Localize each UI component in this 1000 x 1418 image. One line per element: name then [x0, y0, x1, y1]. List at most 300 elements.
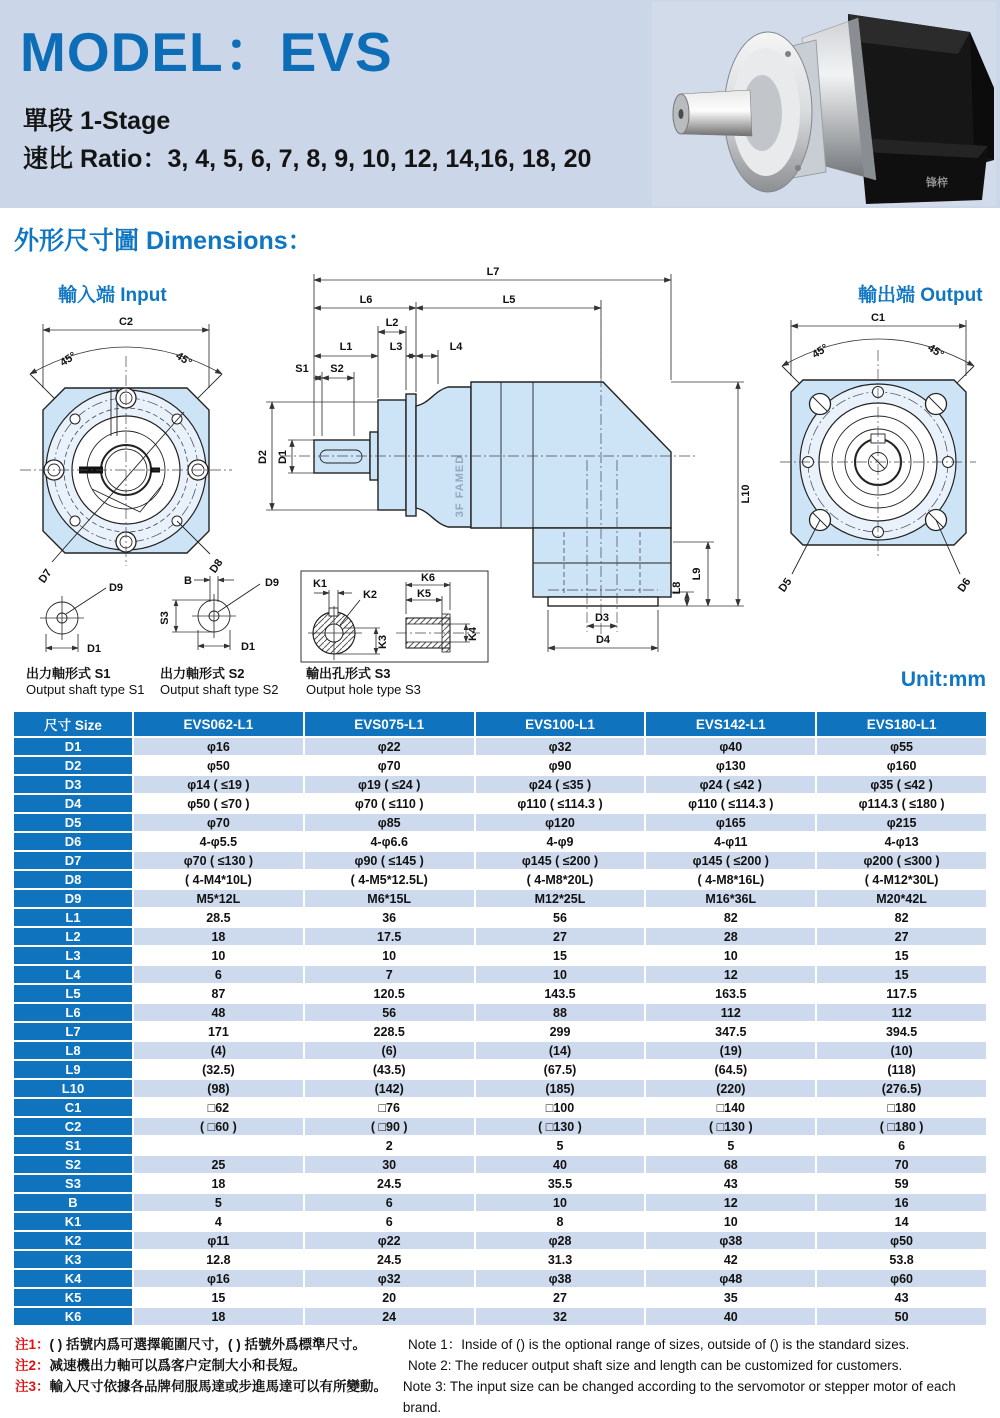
table-cell: 68 — [646, 1156, 815, 1173]
table-cell: 228.5 — [305, 1023, 474, 1040]
table-cell: 24.5 — [305, 1251, 474, 1268]
table-cell: 6 — [305, 1213, 474, 1230]
dim-label-d3: D3 — [594, 612, 610, 624]
table-row — [14, 757, 986, 774]
table-cell: 27 — [817, 928, 986, 945]
table-cell: φ28 — [476, 1232, 645, 1249]
table-cell: □100 — [476, 1099, 645, 1116]
table-cell: φ16 — [134, 1270, 303, 1287]
table-cell: 40 — [476, 1156, 645, 1173]
table-row — [14, 1270, 986, 1287]
table-cell: φ55 — [817, 738, 986, 755]
dim-label-d1: D1 — [86, 643, 102, 655]
dim-label-s2: S2 — [330, 363, 344, 375]
table-cell: 43 — [817, 1289, 986, 1306]
table-cell: 43 — [646, 1175, 815, 1192]
table-cell: φ114.3 ( ≤180 ) — [817, 795, 986, 812]
table-cell: 394.5 — [817, 1023, 986, 1040]
table-cell: 14 — [817, 1213, 986, 1230]
caption-s2 — [160, 666, 279, 698]
table-cell: 5 — [134, 1194, 303, 1211]
table-cell: φ11 — [134, 1232, 303, 1249]
dim-label-45-left: 45° — [810, 341, 831, 362]
table-cell: φ70 — [134, 814, 303, 831]
table-row — [14, 738, 986, 755]
table-row — [14, 795, 986, 812]
table-cell: 59 — [817, 1175, 986, 1192]
product-photo — [652, 2, 996, 206]
table-cell: ( 4-M4*10L) — [134, 871, 303, 888]
dim-label-45-right: 45° — [173, 349, 194, 370]
row-label: D6 — [14, 833, 132, 850]
table-cell: 35 — [646, 1289, 815, 1306]
table-cell: M6*15L — [305, 890, 474, 907]
table-cell: 82 — [646, 909, 815, 926]
table-row — [14, 909, 986, 926]
gearbox-input-shaft — [673, 90, 752, 136]
dimension-drawings — [0, 258, 1000, 702]
table-cell: φ48 — [646, 1270, 815, 1287]
table-cell: 50 — [817, 1308, 986, 1325]
table-cell: 10 — [646, 947, 815, 964]
table-cell: 112 — [646, 1004, 815, 1021]
row-label: K4 — [14, 1270, 132, 1287]
dim-label-k2: K2 — [362, 589, 378, 601]
table-cell: 88 — [476, 1004, 645, 1021]
table-cell: ( 4-M8*16L) — [646, 871, 815, 888]
model-column-header: EVS180-L1 — [817, 712, 986, 736]
table-cell: ( □130 ) — [646, 1118, 815, 1135]
dim-label-l7: L7 — [486, 266, 500, 278]
table-cell: 5 — [646, 1137, 815, 1154]
model-column-header: EVS075-L1 — [305, 712, 474, 736]
table-cell: ( 4-M8*20L) — [476, 871, 645, 888]
table-cell: (276.5) — [817, 1080, 986, 1097]
table-cell: 7 — [305, 966, 474, 983]
table-cell: φ40 — [646, 738, 815, 755]
table-cell: 163.5 — [646, 985, 815, 1002]
table-cell: 17.5 — [305, 928, 474, 945]
table-cell: (118) — [817, 1061, 986, 1078]
table-cell: 27 — [476, 1289, 645, 1306]
table-cell: 16 — [817, 1194, 986, 1211]
dim-label-k6: K6 — [420, 572, 436, 584]
table-row — [14, 776, 986, 793]
table-cell: (19) — [646, 1042, 815, 1059]
table-cell: φ90 ( ≤145 ) — [305, 852, 474, 869]
row-label: B — [14, 1194, 132, 1211]
table-cell: □140 — [646, 1099, 815, 1116]
table-cell: 15 — [476, 947, 645, 964]
table-cell: 12.8 — [134, 1251, 303, 1268]
shaft-type-s1-drawing — [22, 568, 152, 660]
table-cell: (64.5) — [646, 1061, 815, 1078]
table-cell: 48 — [134, 1004, 303, 1021]
dim-label-k5: K5 — [416, 588, 432, 600]
dim-label-l1: L1 — [339, 341, 353, 353]
table-cell: 4-φ6.6 — [305, 833, 474, 850]
table-cell: 12 — [646, 966, 815, 983]
table-cell: φ24 ( ≤42 ) — [646, 776, 815, 793]
spec-table-head — [14, 712, 986, 736]
table-cell — [134, 1137, 303, 1154]
table-cell: (142) — [305, 1080, 474, 1097]
table-cell: 87 — [134, 985, 303, 1002]
table-cell: 6 — [305, 1194, 474, 1211]
dim-label-l6: L6 — [359, 294, 373, 306]
table-cell: (10) — [817, 1042, 986, 1059]
table-cell: 56 — [476, 909, 645, 926]
table-cell: M12*25L — [476, 890, 645, 907]
table-cell: φ38 — [476, 1270, 645, 1287]
table-cell: 112 — [817, 1004, 986, 1021]
table-cell: φ22 — [305, 1232, 474, 1249]
row-label: L2 — [14, 928, 132, 945]
caption-s2-en: Output shaft type S2 — [160, 682, 279, 697]
table-cell: 25 — [134, 1156, 303, 1173]
dim-label-k1: K1 — [312, 578, 328, 590]
row-label: K1 — [14, 1213, 132, 1230]
table-cell: 56 — [305, 1004, 474, 1021]
row-label: C1 — [14, 1099, 132, 1116]
model-column-header: EVS100-L1 — [476, 712, 645, 736]
note-3-en: Note 3: The input size can be changed according to the servomotor or stepper motor of each brand. — [402, 1379, 956, 1415]
dim-label-d2: D2 — [257, 449, 269, 465]
dim-label-s3: S3 — [159, 611, 171, 625]
row-label: L6 — [14, 1004, 132, 1021]
table-cell: φ70 ( ≤130 ) — [134, 852, 303, 869]
dim-label-45-left: 45° — [58, 349, 79, 370]
dim-label-d5: D5 — [776, 576, 795, 595]
row-label: S2 — [14, 1156, 132, 1173]
table-row — [14, 1251, 986, 1268]
table-cell: 20 — [305, 1289, 474, 1306]
table-cell: ( □60 ) — [134, 1118, 303, 1135]
table-cell: φ110 ( ≤114.3 ) — [476, 795, 645, 812]
note-1-zh: ( ) 括號内爲可選擇範圍尺寸，( ) 括號外爲標準尺寸。 — [49, 1337, 367, 1352]
table-row — [14, 1004, 986, 1021]
note-row — [15, 1376, 990, 1418]
dim-label-l3: L3 — [389, 341, 403, 353]
table-cell: (32.5) — [134, 1061, 303, 1078]
table-row — [14, 814, 986, 831]
dim-label-d9: D9 — [108, 582, 124, 594]
table-cell: 28 — [646, 928, 815, 945]
table-cell: φ38 — [646, 1232, 815, 1249]
table-cell: 12 — [646, 1194, 815, 1211]
table-cell: 4-φ9 — [476, 833, 645, 850]
table-cell: 24.5 — [305, 1175, 474, 1192]
dim-label-k3: K3 — [377, 634, 389, 650]
table-row — [14, 1099, 986, 1116]
table-cell: φ32 — [305, 1270, 474, 1287]
table-cell: 4-φ13 — [817, 833, 986, 850]
table-cell: φ90 — [476, 757, 645, 774]
table-row — [14, 1061, 986, 1078]
dim-label-c2: C2 — [118, 316, 134, 328]
table-cell: φ19 ( ≤24 ) — [305, 776, 474, 793]
table-cell: 40 — [646, 1308, 815, 1325]
table-cell: M16*36L — [646, 890, 815, 907]
dim-label-l5: L5 — [502, 294, 516, 306]
row-label: K5 — [14, 1289, 132, 1306]
table-row — [14, 1194, 986, 1211]
table-cell: 4-φ5.5 — [134, 833, 303, 850]
row-label: D8 — [14, 871, 132, 888]
table-cell: 10 — [476, 966, 645, 983]
table-cell: φ145 ( ≤200 ) — [646, 852, 815, 869]
output-view-title: 輸出端 Output — [858, 285, 983, 306]
row-label: S1 — [14, 1137, 132, 1154]
dim-label-l4: L4 — [449, 341, 463, 353]
table-cell: 2 — [305, 1137, 474, 1154]
unit-label: Unit:mm — [900, 668, 986, 691]
table-cell: ( □90 ) — [305, 1118, 474, 1135]
table-row — [14, 890, 986, 907]
note-2-tag: 注2： — [15, 1358, 50, 1373]
note-3-tag: 注3： — [15, 1379, 50, 1394]
dim-label-c1: C1 — [870, 312, 886, 324]
table-row — [14, 1118, 986, 1135]
dim-label-l10: L10 — [740, 484, 752, 504]
table-cell: 28.5 — [134, 909, 303, 926]
table-cell: φ165 — [646, 814, 815, 831]
row-label: L7 — [14, 1023, 132, 1040]
table-cell: 18 — [134, 928, 303, 945]
row-label: D1 — [14, 738, 132, 755]
table-cell: 82 — [817, 909, 986, 926]
row-label: D5 — [14, 814, 132, 831]
table-cell: 8 — [476, 1213, 645, 1230]
row-label: S3 — [14, 1175, 132, 1192]
table-cell: φ160 — [817, 757, 986, 774]
row-label: C2 — [14, 1118, 132, 1135]
table-cell: 5 — [476, 1137, 645, 1154]
row-label: L4 — [14, 966, 132, 983]
table-cell: M5*12L — [134, 890, 303, 907]
table-cell: φ50 — [817, 1232, 986, 1249]
row-label: D4 — [14, 795, 132, 812]
table-cell: 18 — [134, 1308, 303, 1325]
dim-label-l8: L8 — [671, 581, 683, 595]
caption-s1-en: Output shaft type S1 — [26, 682, 145, 697]
dim-label-d8: D8 — [207, 557, 226, 576]
table-cell: (220) — [646, 1080, 815, 1097]
famed-logo: 3F FAMED — [454, 454, 466, 518]
table-cell: φ50 — [134, 757, 303, 774]
table-cell: φ22 — [305, 738, 474, 755]
table-cell: φ14 ( ≤19 ) — [134, 776, 303, 793]
table-cell: 42 — [646, 1251, 815, 1268]
table-row — [14, 1308, 986, 1325]
table-cell: φ200 ( ≤300 ) — [817, 852, 986, 869]
table-cell: 6 — [817, 1137, 986, 1154]
table-cell: φ60 — [817, 1270, 986, 1287]
table-cell: (185) — [476, 1080, 645, 1097]
table-row — [14, 1213, 986, 1230]
table-cell: 53.8 — [817, 1251, 986, 1268]
table-row — [14, 985, 986, 1002]
table-cell: □62 — [134, 1099, 303, 1116]
dimensions-section-title: 外形尺寸圖 Dimensions： — [14, 227, 313, 255]
table-cell: 35.5 — [476, 1175, 645, 1192]
table-cell: φ32 — [476, 738, 645, 755]
table-row — [14, 1042, 986, 1059]
input-view-title: 輸入端 Input — [58, 285, 167, 306]
table-cell: 70 — [817, 1156, 986, 1173]
row-label: D3 — [14, 776, 132, 793]
row-label: D2 — [14, 757, 132, 774]
table-cell: 299 — [476, 1023, 645, 1040]
table-cell: (14) — [476, 1042, 645, 1059]
caption-s1-zh: 出力軸形式 S1 — [26, 666, 111, 681]
size-column-header: 尺寸 Size — [14, 712, 132, 736]
table-cell: 18 — [134, 1175, 303, 1192]
table-row — [14, 966, 986, 983]
spec-table — [12, 710, 988, 1327]
spec-table-body — [14, 738, 986, 1325]
table-cell: (6) — [305, 1042, 474, 1059]
table-cell: ( □180 ) — [817, 1118, 986, 1135]
table-cell: □180 — [817, 1099, 986, 1116]
dim-label-d6: D6 — [955, 576, 974, 595]
table-row — [14, 852, 986, 869]
note-3-zh: 輸入尺寸依據各品牌伺服馬達或步進馬達可以有所變動。 — [49, 1379, 388, 1394]
row-label: L1 — [14, 909, 132, 926]
hole-type-s3-drawing — [300, 570, 490, 664]
table-row — [14, 947, 986, 964]
note-1-tag: 注1： — [15, 1337, 50, 1352]
table-cell: 6 — [134, 966, 303, 983]
row-label: K2 — [14, 1232, 132, 1249]
table-cell: 27 — [476, 928, 645, 945]
table-cell: φ50 ( ≤70 ) — [134, 795, 303, 812]
row-label: K3 — [14, 1251, 132, 1268]
dim-label-b: B — [184, 575, 192, 587]
dim-label-d4: D4 — [595, 634, 611, 646]
ratio-line: 速比 Ratio：3, 4, 5, 6, 7, 8, 9, 10, 12, 14,16, 18, 20 — [23, 145, 592, 173]
table-cell: 10 — [134, 947, 303, 964]
note-2-zh: 减速機出力軸可以爲客户定制大小和長短。 — [49, 1358, 307, 1373]
caption-s1 — [26, 666, 145, 698]
row-label: K6 — [14, 1308, 132, 1325]
table-cell: 30 — [305, 1156, 474, 1173]
dim-label-d9: D9 — [264, 577, 280, 589]
table-cell: 117.5 — [817, 985, 986, 1002]
dim-label-d1: D1 — [277, 449, 289, 465]
row-label: L10 — [14, 1080, 132, 1097]
table-cell: (67.5) — [476, 1061, 645, 1078]
table-cell: 4 — [134, 1213, 303, 1230]
table-cell: 347.5 — [646, 1023, 815, 1040]
table-cell: ( 4-M5*12.5L) — [305, 871, 474, 888]
table-cell: φ16 — [134, 738, 303, 755]
input-view-drawing — [8, 290, 268, 590]
table-cell: (4) — [134, 1042, 303, 1059]
table-cell: 10 — [476, 1194, 645, 1211]
table-row — [14, 1232, 986, 1249]
model-column-header: EVS062-L1 — [134, 712, 303, 736]
table-cell: φ215 — [817, 814, 986, 831]
table-row — [14, 1080, 986, 1097]
shaft-type-s2-drawing — [150, 566, 298, 660]
dim-label-s1: S1 — [295, 363, 309, 375]
notes — [15, 1334, 990, 1418]
row-label: L3 — [14, 947, 132, 964]
dim-label-45-right: 45° — [925, 341, 946, 362]
table-cell: φ35 ( ≤42 ) — [817, 776, 986, 793]
caption-s3 — [306, 666, 421, 698]
dim-label-k4: K4 — [467, 626, 479, 642]
note-row — [15, 1355, 990, 1376]
table-cell: φ24 ( ≤35 ) — [476, 776, 645, 793]
table-cell: 4-φ11 — [646, 833, 815, 850]
table-cell: 15 — [134, 1289, 303, 1306]
table-cell: 143.5 — [476, 985, 645, 1002]
caption-s2-zh: 出力軸形式 S2 — [160, 666, 245, 681]
table-row — [14, 871, 986, 888]
table-cell: φ85 — [305, 814, 474, 831]
table-cell: 10 — [305, 947, 474, 964]
table-cell: ( 4-M12*30L) — [817, 871, 986, 888]
table-cell: φ110 ( ≤114.3 ) — [646, 795, 815, 812]
dim-label-l2: L2 — [385, 317, 399, 329]
row-label: L5 — [14, 985, 132, 1002]
caption-s3-zh: 輸出孔形式 S3 — [306, 666, 391, 681]
table-cell: (43.5) — [305, 1061, 474, 1078]
table-cell: 15 — [817, 966, 986, 983]
table-row — [14, 1137, 986, 1154]
table-cell: φ145 ( ≤200 ) — [476, 852, 645, 869]
note-row — [15, 1334, 990, 1355]
table-cell: (98) — [134, 1080, 303, 1097]
table-cell: 36 — [305, 909, 474, 926]
table-row — [14, 1175, 986, 1192]
table-cell: □76 — [305, 1099, 474, 1116]
row-label: D7 — [14, 852, 132, 869]
table-cell: φ120 — [476, 814, 645, 831]
table-row — [14, 1289, 986, 1306]
table-cell: 171 — [134, 1023, 303, 1040]
output-view-drawing — [766, 290, 994, 595]
row-label: L8 — [14, 1042, 132, 1059]
dim-label-d7: D7 — [36, 567, 55, 586]
page-title: MODEL：EVS — [20, 21, 393, 83]
table-cell: φ70 ( ≤110 ) — [305, 795, 474, 812]
model-column-header: EVS142-L1 — [646, 712, 815, 736]
dim-label-l9: L9 — [691, 567, 703, 581]
stage-subtitle: 單段 1-Stage — [23, 107, 171, 135]
table-cell: 31.3 — [476, 1251, 645, 1268]
row-label: D9 — [14, 890, 132, 907]
table-cell: φ70 — [305, 757, 474, 774]
note-1-en: Note 1：Inside of () is the optional range of sizes, outside of () is the standard sizes. — [408, 1337, 910, 1352]
table-cell: M20*42L — [817, 890, 986, 907]
table-cell: 32 — [476, 1308, 645, 1325]
table-cell: φ130 — [646, 757, 815, 774]
caption-s3-en: Output hole type S3 — [306, 682, 421, 697]
table-cell: 10 — [646, 1213, 815, 1230]
table-cell: ( □130 ) — [476, 1118, 645, 1135]
row-label: L9 — [14, 1061, 132, 1078]
table-cell: 15 — [817, 947, 986, 964]
dim-label-d1: D1 — [240, 641, 256, 653]
table-row — [14, 833, 986, 850]
brand-mark: 锋梓 — [926, 177, 948, 189]
table-row — [14, 1156, 986, 1173]
note-2-en: Note 2: The reducer output shaft size and length can be customized for customers. — [408, 1358, 903, 1373]
table-row — [14, 928, 986, 945]
